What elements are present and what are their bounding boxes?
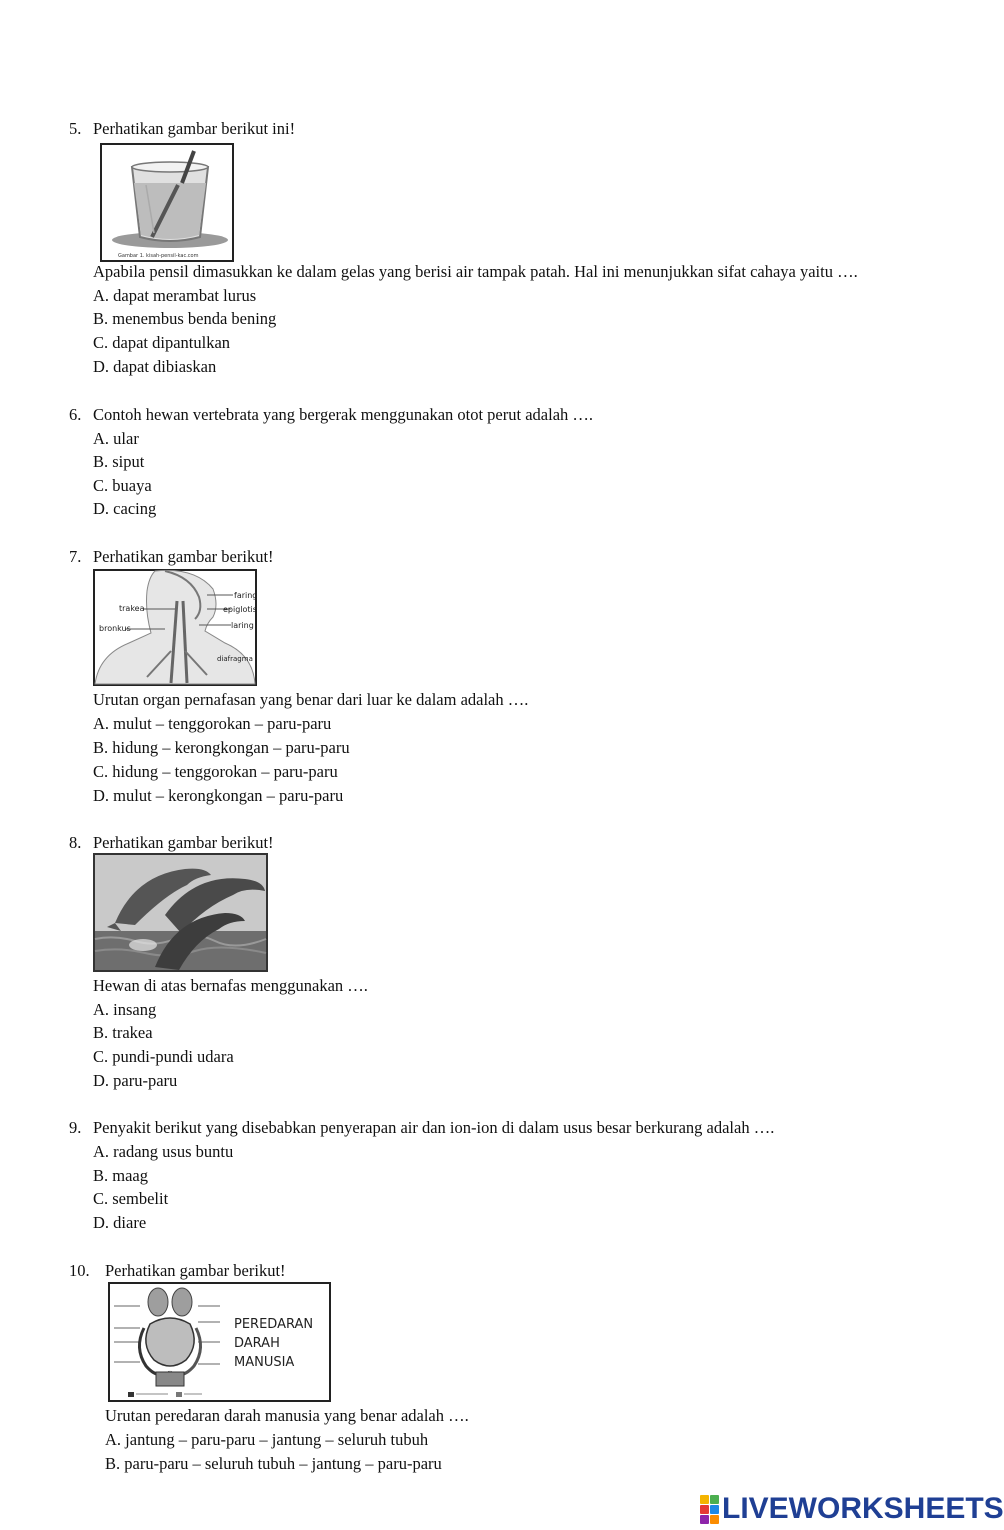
q6-prompt: Contoh hewan vertebrata yang bergerak menggunakan otot perut adalah ….: [93, 405, 594, 424]
q7-label-diafragma: diafragma: [217, 655, 253, 663]
q7-option-a[interactable]: A. mulut – tenggorokan – paru-paru: [93, 714, 332, 733]
q6-option-d[interactable]: D. cacing: [93, 499, 157, 518]
q5-prompt: Perhatikan gambar berikut ini!: [93, 119, 296, 138]
q6-option-c[interactable]: C. buaya: [93, 476, 152, 495]
q7-label-trakea: trakea: [119, 604, 145, 613]
q5-figure-glass-pencil: [100, 143, 234, 262]
q5-option-c[interactable]: C. dapat dipantulkan: [93, 333, 231, 352]
q7-label-epiglotis: epiglotis: [223, 605, 257, 614]
q9-option-a[interactable]: A. radang usus buntu: [93, 1142, 234, 1161]
q7-question: Urutan organ pernafasan yang benar dari luar ke dalam adalah ….: [93, 690, 529, 709]
q9-prompt: Penyakit berikut yang disebabkan penyerapan air dan ion-ion di dalam usus besar berkurang adalah ….: [93, 1118, 775, 1137]
q10-figure-title-line3: MANUSIA: [234, 1355, 295, 1370]
liveworksheets-logo-icon: [700, 1495, 719, 1524]
q7-prompt: Perhatikan gambar berikut!: [93, 547, 274, 566]
q5-figure-caption: Gambar 1. kisah-pensil-kac.com: [118, 253, 199, 259]
q5-option-a[interactable]: A. dapat merambat lurus: [93, 286, 257, 305]
q7-label-bronkus: bronkus: [99, 624, 131, 633]
liveworksheets-logo-text: LIVEWORKSHEETS: [722, 1492, 1004, 1525]
q8-option-c[interactable]: C. pundi-pundi udara: [93, 1047, 234, 1066]
q10-question: Urutan peredaran darah manusia yang benar adalah ….: [105, 1406, 469, 1425]
liveworksheets-logo[interactable]: [700, 1493, 1004, 1525]
q7-option-b[interactable]: B. hidung – kerongkongan – paru-paru: [93, 738, 350, 757]
q5-option-b[interactable]: B. menembus benda bening: [93, 309, 277, 328]
q9-option-b[interactable]: B. maag: [93, 1166, 148, 1185]
q8-option-a[interactable]: A. insang: [93, 1000, 157, 1019]
q6-option-a[interactable]: A. ular: [93, 429, 139, 448]
q10-figure-title-line2: DARAH: [234, 1336, 280, 1351]
q5-number: 5.: [69, 119, 82, 138]
q10-option-b[interactable]: B. paru-paru – seluruh tubuh – jantung – paru-paru: [105, 1454, 442, 1473]
q5-option-d[interactable]: D. dapat dibiaskan: [93, 357, 217, 376]
q7-option-c[interactable]: C. hidung – tenggorokan – paru-paru: [93, 762, 338, 781]
q8-figure-dolphins: [93, 853, 268, 972]
q8-option-d[interactable]: D. paru-paru: [93, 1071, 178, 1090]
q8-number: 8.: [69, 833, 82, 852]
q7-label-faring: faring: [234, 591, 258, 600]
q7-label-laring: laring: [231, 621, 254, 630]
q10-number: 10.: [69, 1261, 90, 1280]
q6-number: 6.: [69, 405, 82, 424]
q10-figure-circulation: [108, 1282, 331, 1402]
q7-figure-respiratory: [93, 569, 257, 686]
q5-question: Apabila pensil dimasukkan ke dalam gelas yang berisi air tampak patah. Hal ini menunjukkan sifat cahaya yaitu ….: [93, 262, 858, 281]
q7-option-d[interactable]: D. mulut – kerongkongan – paru-paru: [93, 786, 344, 805]
q8-question: Hewan di atas bernafas menggunakan ….: [93, 976, 368, 995]
q6-option-b[interactable]: B. siput: [93, 452, 145, 471]
q9-option-c[interactable]: C. sembelit: [93, 1189, 169, 1208]
q10-prompt: Perhatikan gambar berikut!: [105, 1261, 286, 1280]
q9-option-d[interactable]: D. diare: [93, 1213, 147, 1232]
q10-option-a[interactable]: A. jantung – paru-paru – jantung – seluruh tubuh: [105, 1430, 429, 1449]
q8-option-b[interactable]: B. trakea: [93, 1023, 153, 1042]
q7-number: 7.: [69, 547, 82, 566]
q9-number: 9.: [69, 1118, 82, 1137]
q8-prompt: Perhatikan gambar berikut!: [93, 833, 274, 852]
q10-figure-title-line1: PEREDARAN: [234, 1317, 314, 1332]
